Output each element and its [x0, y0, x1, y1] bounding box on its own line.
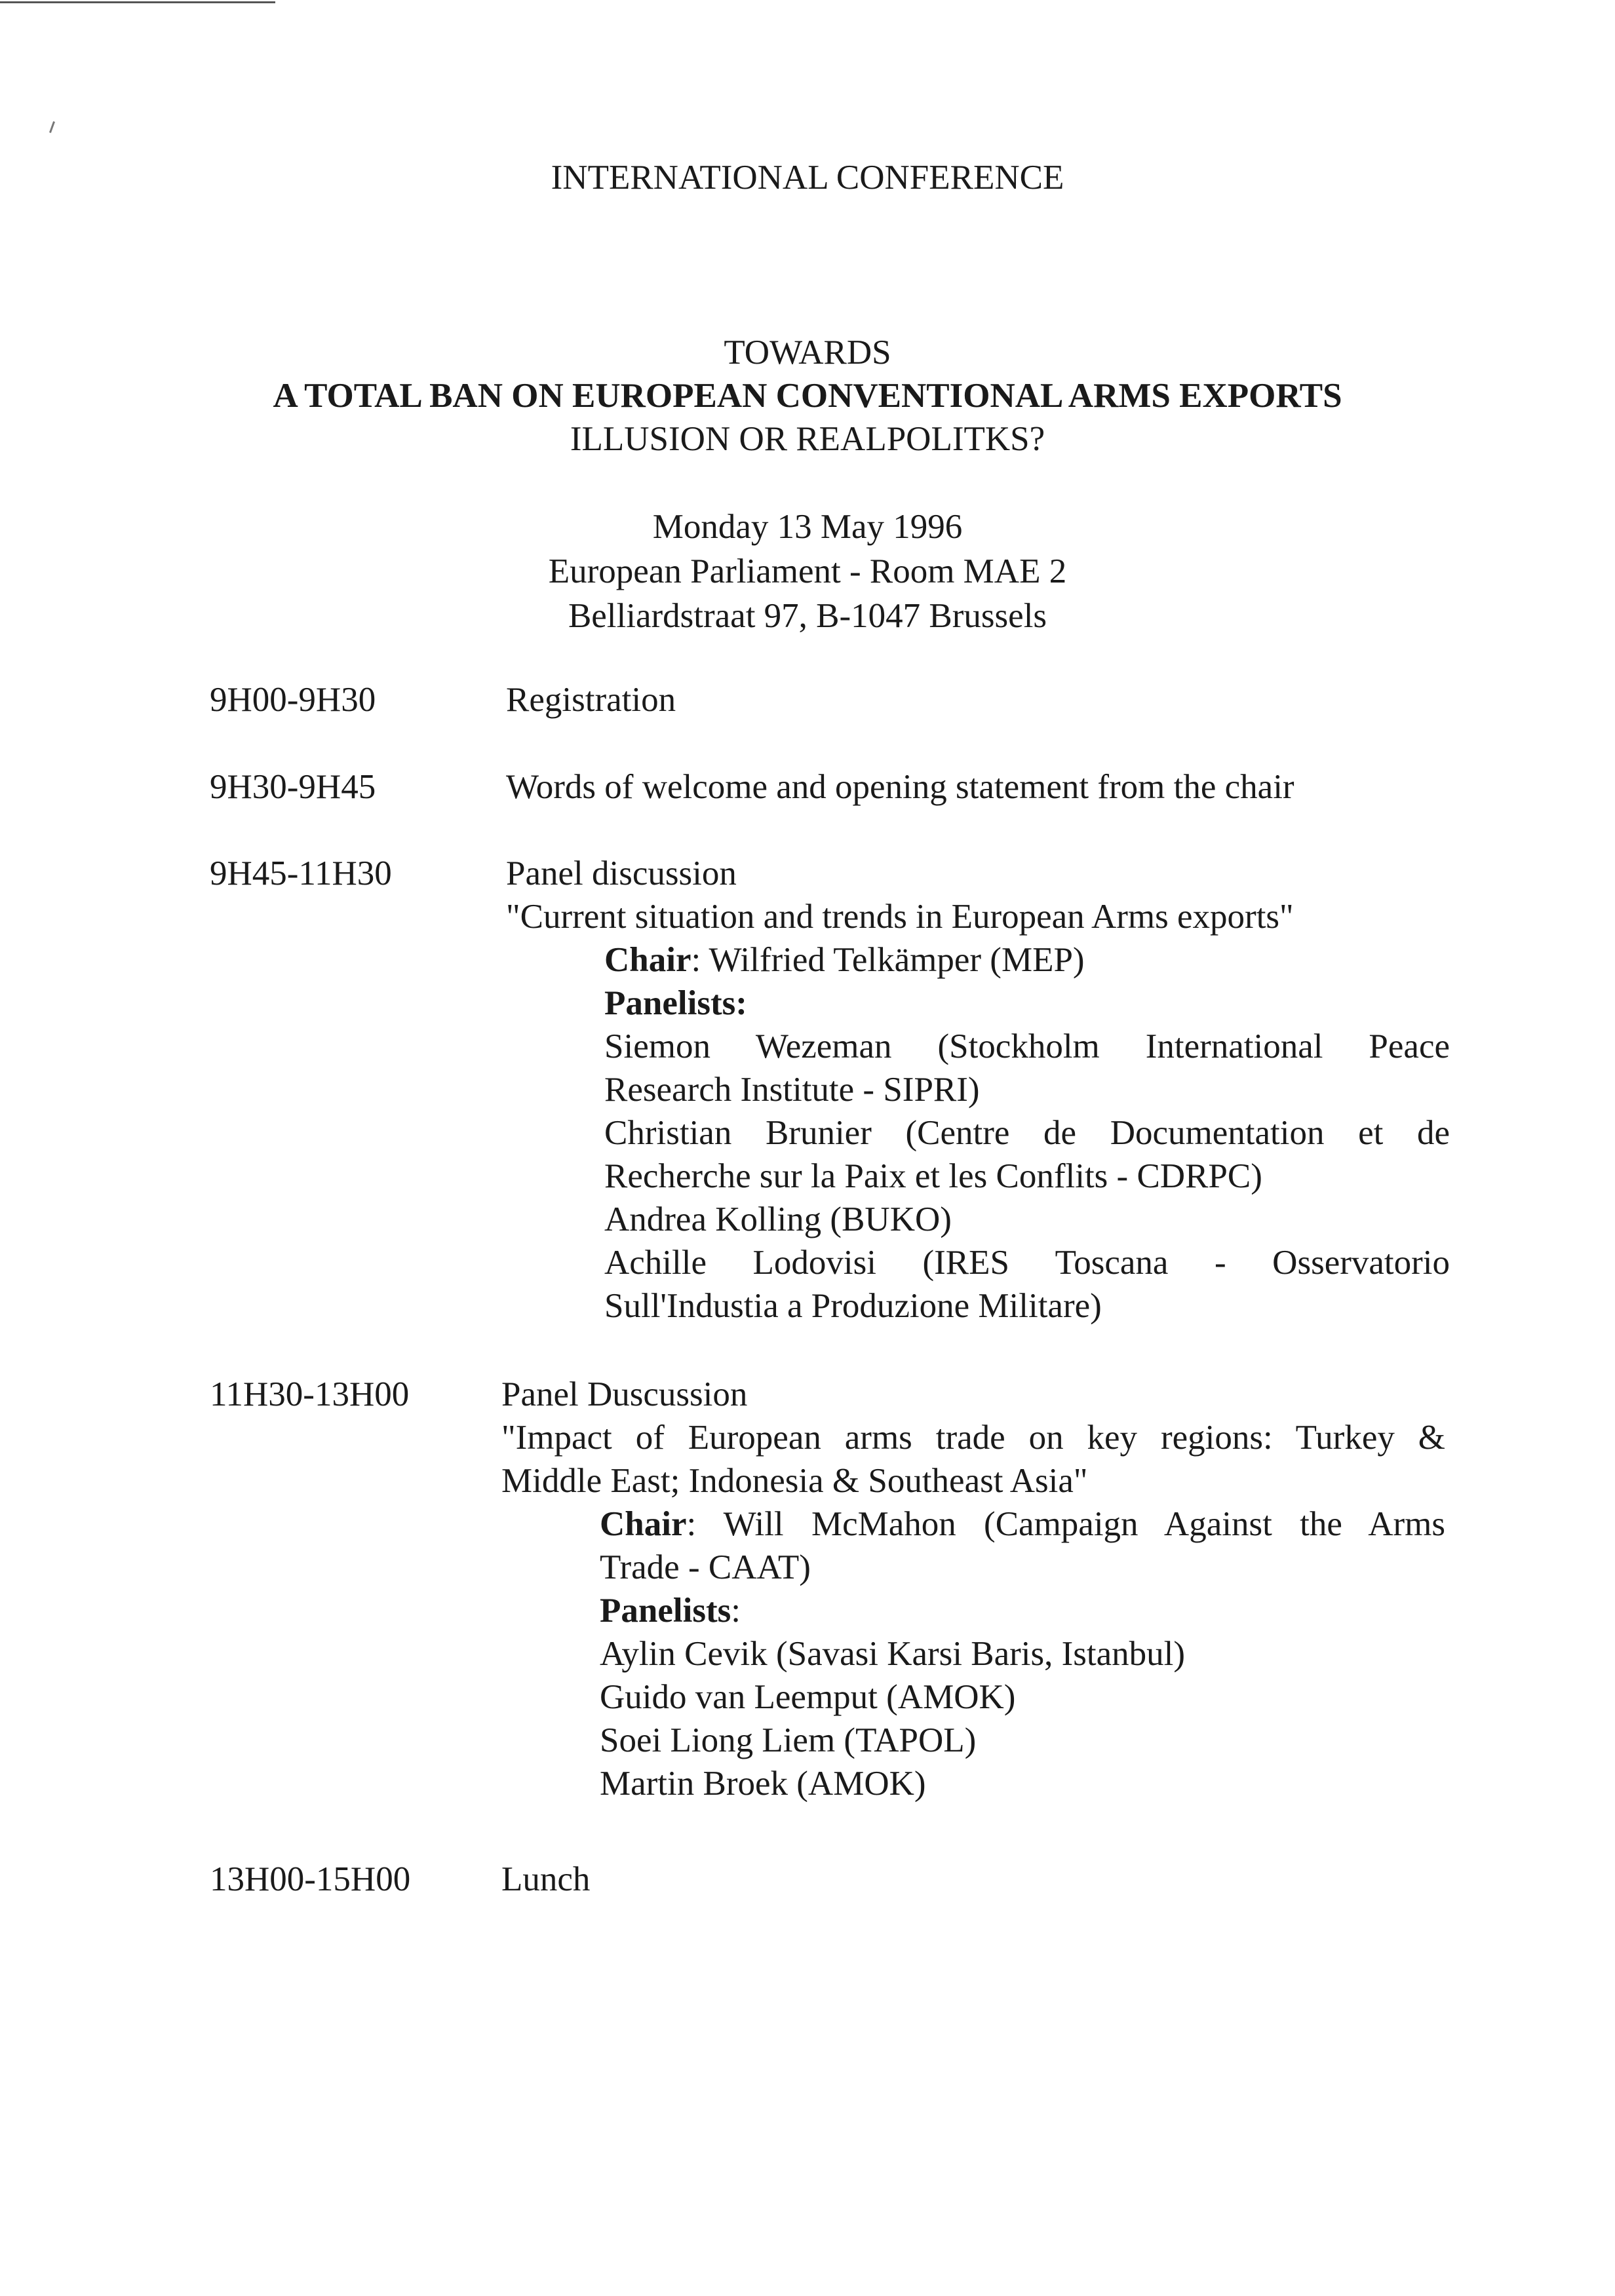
event-details [0, 505, 1615, 638]
session-subtitle: "Current situation and trends in European Arms exports" [506, 898, 1294, 936]
panelists-heading [501, 1589, 1445, 1632]
title-line-1: TOWARDS [724, 334, 891, 372]
session-content [506, 765, 1450, 809]
conference-heading: INTERNATIONAL CONFERENCE [551, 159, 1064, 197]
title-line-2: A TOTAL BAN ON EUROPEAN CONVENTIONAL ARMS EXPORTS [273, 377, 1342, 415]
session-content [506, 852, 1450, 1328]
session-title: Words of welcome and opening statement from the chair [506, 768, 1294, 806]
panelists-colon: : [735, 984, 747, 1022]
session-title: Panel discussion [506, 854, 737, 892]
panelist-line: Aylin Cevik (Savasi Karsi Baris, Istanbul) [600, 1635, 1186, 1673]
session-subtitle: Middle East; Indonesia & Southeast Asia" [501, 1462, 1088, 1500]
panelist-line: Andrea Kolling (BUKO) [604, 1200, 952, 1238]
chair-line [506, 938, 1450, 982]
panelists-label: Panelists [600, 1592, 731, 1630]
session-title: Registration [506, 681, 676, 719]
time-slot: 9H45-11H30 [210, 854, 392, 892]
chair-line-cont: Trade - CAAT) [600, 1548, 811, 1586]
time-slot: 9H30-9H45 [210, 768, 376, 806]
panelists-label: Panelists [604, 984, 736, 1022]
title-block [0, 331, 1615, 461]
session-title: Panel Duscussion [501, 1375, 748, 1413]
session-content [501, 1373, 1445, 1805]
panelist-line: Achille Lodovisi (IRES Toscana - Osservatorio [604, 1244, 1450, 1282]
chair-label: Chair [600, 1505, 687, 1543]
time-slot: 11H30-13H00 [210, 1375, 410, 1413]
panelist-line: Martin Broek (AMOK) [600, 1765, 926, 1803]
session-content [506, 678, 1450, 721]
chair-name: : Wilfried Telkämper (MEP) [691, 941, 1085, 979]
title-line-3: ILLUSION OR REALPOLITKS? [570, 420, 1045, 458]
chair-name: : Will McMahon (Campaign Against the Arms [686, 1505, 1445, 1543]
session-subtitle: "Impact of European arms trade on key regions: Turkey & [501, 1419, 1445, 1457]
panelist-line: Research Institute - SIPRI) [604, 1071, 980, 1109]
scan-speck [49, 121, 55, 133]
panelists-colon: : [731, 1592, 741, 1630]
panelist-line: Guido van Leemput (AMOK) [600, 1678, 1016, 1716]
panelist-line: Siemon Wezeman (Stockholm International Peace [604, 1027, 1450, 1065]
session-title: Lunch [501, 1860, 591, 1898]
time-slot: 9H00-9H30 [210, 681, 376, 719]
panelist-line: Soei Liong Liem (TAPOL) [600, 1721, 977, 1759]
panelist-line: Christian Brunier (Centre de Documentation et de [604, 1114, 1450, 1152]
time-slot: 13H00-15H00 [210, 1860, 411, 1898]
panelist-line: Recherche sur la Paix et les Conflits - CDRPC) [604, 1157, 1262, 1195]
scan-edge-line [0, 1, 275, 3]
event-venue: European Parliament - Room MAE 2 [548, 552, 1067, 590]
chair-label: Chair [604, 941, 691, 979]
panelists-heading [506, 982, 1450, 1025]
event-address: Belliardstraat 97, B-1047 Brussels [568, 597, 1047, 635]
event-date: Monday 13 May 1996 [652, 508, 963, 546]
chair-line [501, 1502, 1445, 1546]
panelist-line: Sull'Industia a Produzione Militare) [604, 1287, 1102, 1325]
session-content [501, 1858, 1445, 1901]
